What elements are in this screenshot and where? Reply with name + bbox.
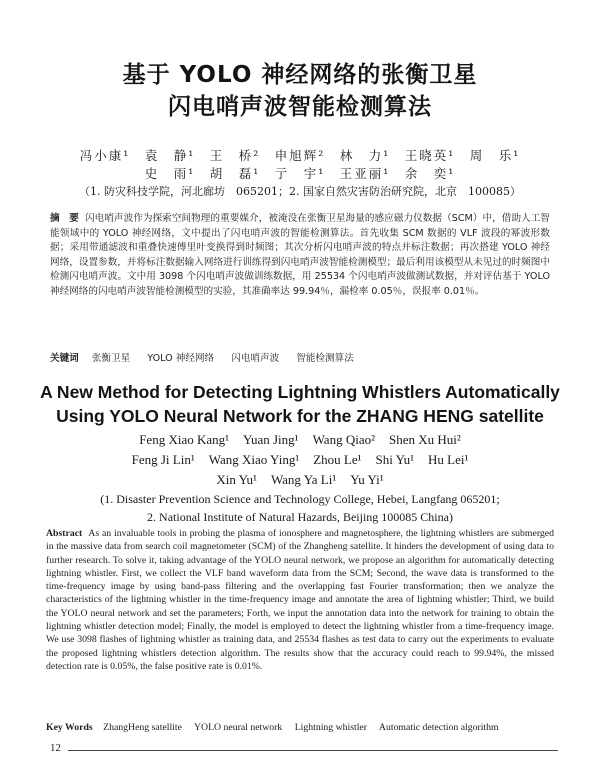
english-authors-line-1 xyxy=(40,432,560,448)
english-keywords xyxy=(46,722,554,733)
english-affiliation-line-1: (1. Disaster Prevention Science and Technology College, Hebei, Langfang 065201; xyxy=(100,492,500,506)
english-author: Yuan Jing¹ xyxy=(243,432,299,447)
english-keywords-label: Key Words xyxy=(46,722,93,733)
english-abstract-text: As an invaluable tools in probing the plasma of ionosphere and magnetosphere, the lightning whistlers are submerged in the massive data from search coil magnetometer (SCM) of the Zhangheng satellite. It hinders the development of using data to further research. To solve it, taking advantage of the YOLO neural network, we propose an algorithm for automatically detecting lightning whistler. First, we collect the VLF band waveform data from the SCM; Second, the wave data is transformed to the time-frequency image by using band-pass filtering and the overlapping fast Fourier transformation; then we analyze the characteristics of the lightning whistler in the time-frequency image and annotate the area of lightning whistler; Third, we build the YOLO neural network and set the parameters; Forth, we input the annotation data into the network for training to obtain the lightning whistler detection model; Finally, the model is employed to detect the lightning whistler from a time-frequency image. We use 3098 flashes of lightning whistler as training data, and 25534 flashes as test data to carry out the experiments to evaluate the proposed lightning whistlers detection algorithm. The results show that the accuracy could reach to 99.94%, the missed detection rate is 0.05%, the false positive rate is 0.01%. xyxy=(46,528,554,672)
english-author: Wang Ya Li¹ xyxy=(270,472,337,487)
english-affiliation-line-2: 2. National Institute of Natural Hazards, Beijing 100085 China) xyxy=(147,510,453,524)
english-keyword: Lightning whistler xyxy=(294,722,368,733)
chinese-authors-line-1: 冯小康¹ 袁 静¹ 王 桥² 申旭辉² 林 力¹ 王晓英¹ 周 乐¹ xyxy=(79,148,521,163)
english-keyword: YOLO neural network xyxy=(194,722,283,733)
chinese-keyword: YOLO 神经网络 xyxy=(147,353,215,364)
chinese-abstract-label: 摘 要 xyxy=(50,213,79,224)
chinese-abstract-text: 闪电哨声波作为探索空间物理的重要媒介，被淹没在张衡卫星海量的感应磁力仪数据（SCM）中，借助人工智能领域中的 YOLO 神经网络，文中提出了闪电哨声波的智能检测算法。首先收集 SCM 数据的 VLF 波段的幂波形数据；采用带通滤波和重叠快速傅里叶变换得到时频图；其次分析闪电哨声波的特点并标注数据；再次搭建 YOLO 神经网络，设置参数，并将标注数据输入网络进行训练得到闪电哨声波智能检测模型；最后利用该模型从未见过的时频图中检测闪电哨声波。文中用 3098 个闪电哨声波做训练数据，用 25534 个闪电哨声波做测试数据，并对评估基于 YOLO 神经网络的闪电哨声波智能检测模型的实验，其准确率达 99.94％，漏检率 0.05％，误报率 0.01％。 xyxy=(50,213,551,297)
english-abstract xyxy=(46,527,554,673)
english-keyword: ZhangHeng satellite xyxy=(103,722,182,733)
chinese-authors-line-2: 史 雨¹ 胡 磊¹ 亍 宇¹ 王亚丽¹ 余 奕¹ xyxy=(144,166,456,181)
chinese-keywords-label: 关键词 xyxy=(50,353,79,364)
english-author: Yu Yi¹ xyxy=(350,472,384,487)
english-author: Feng Xiao Kang¹ xyxy=(139,432,230,447)
chinese-title-line-2: 闪电哨声波智能检测算法 xyxy=(168,94,432,120)
english-keyword: Automatic detection algorithm xyxy=(378,722,499,733)
english-author: Feng Ji Lin¹ xyxy=(131,452,195,467)
english-author: Xin Yu¹ xyxy=(216,472,257,487)
english-author: Wang Xiao Ying¹ xyxy=(208,452,300,467)
english-author: Zhou Le¹ xyxy=(313,452,362,467)
chinese-keyword: 智能检测算法 xyxy=(296,353,354,364)
chinese-affiliation: （1. 防灾科技学院，河北廊坊 065201；2. 国家自然灾害防治研究院，北京 100085） xyxy=(79,185,521,198)
english-title-line-2: Using YOLO Neural Network for the ZHANG HENG satellite xyxy=(56,406,544,426)
chinese-keyword: 闪电哨声波 xyxy=(231,353,280,364)
english-authors-line-2 xyxy=(40,452,560,468)
chinese-keyword: 张衡卫星 xyxy=(91,353,131,364)
english-author: Shen Xu Hui² xyxy=(389,432,461,447)
english-author: Hu Lei¹ xyxy=(428,452,469,467)
footer-rule xyxy=(68,750,558,751)
chinese-title-line-1: 基于 YOLO 神经网络的张衡卫星 xyxy=(122,62,478,88)
english-author: Wang Qiao² xyxy=(312,432,375,447)
english-authors-line-3 xyxy=(40,472,560,488)
english-author: Shi Yu¹ xyxy=(375,452,414,467)
english-abstract-label: Abstract xyxy=(46,528,83,539)
chinese-abstract xyxy=(50,212,550,300)
chinese-keywords xyxy=(50,350,550,364)
page-number: 12 xyxy=(50,742,61,754)
english-title-line-1: A New Method for Detecting Lightning Whistlers Automatically xyxy=(40,382,560,402)
